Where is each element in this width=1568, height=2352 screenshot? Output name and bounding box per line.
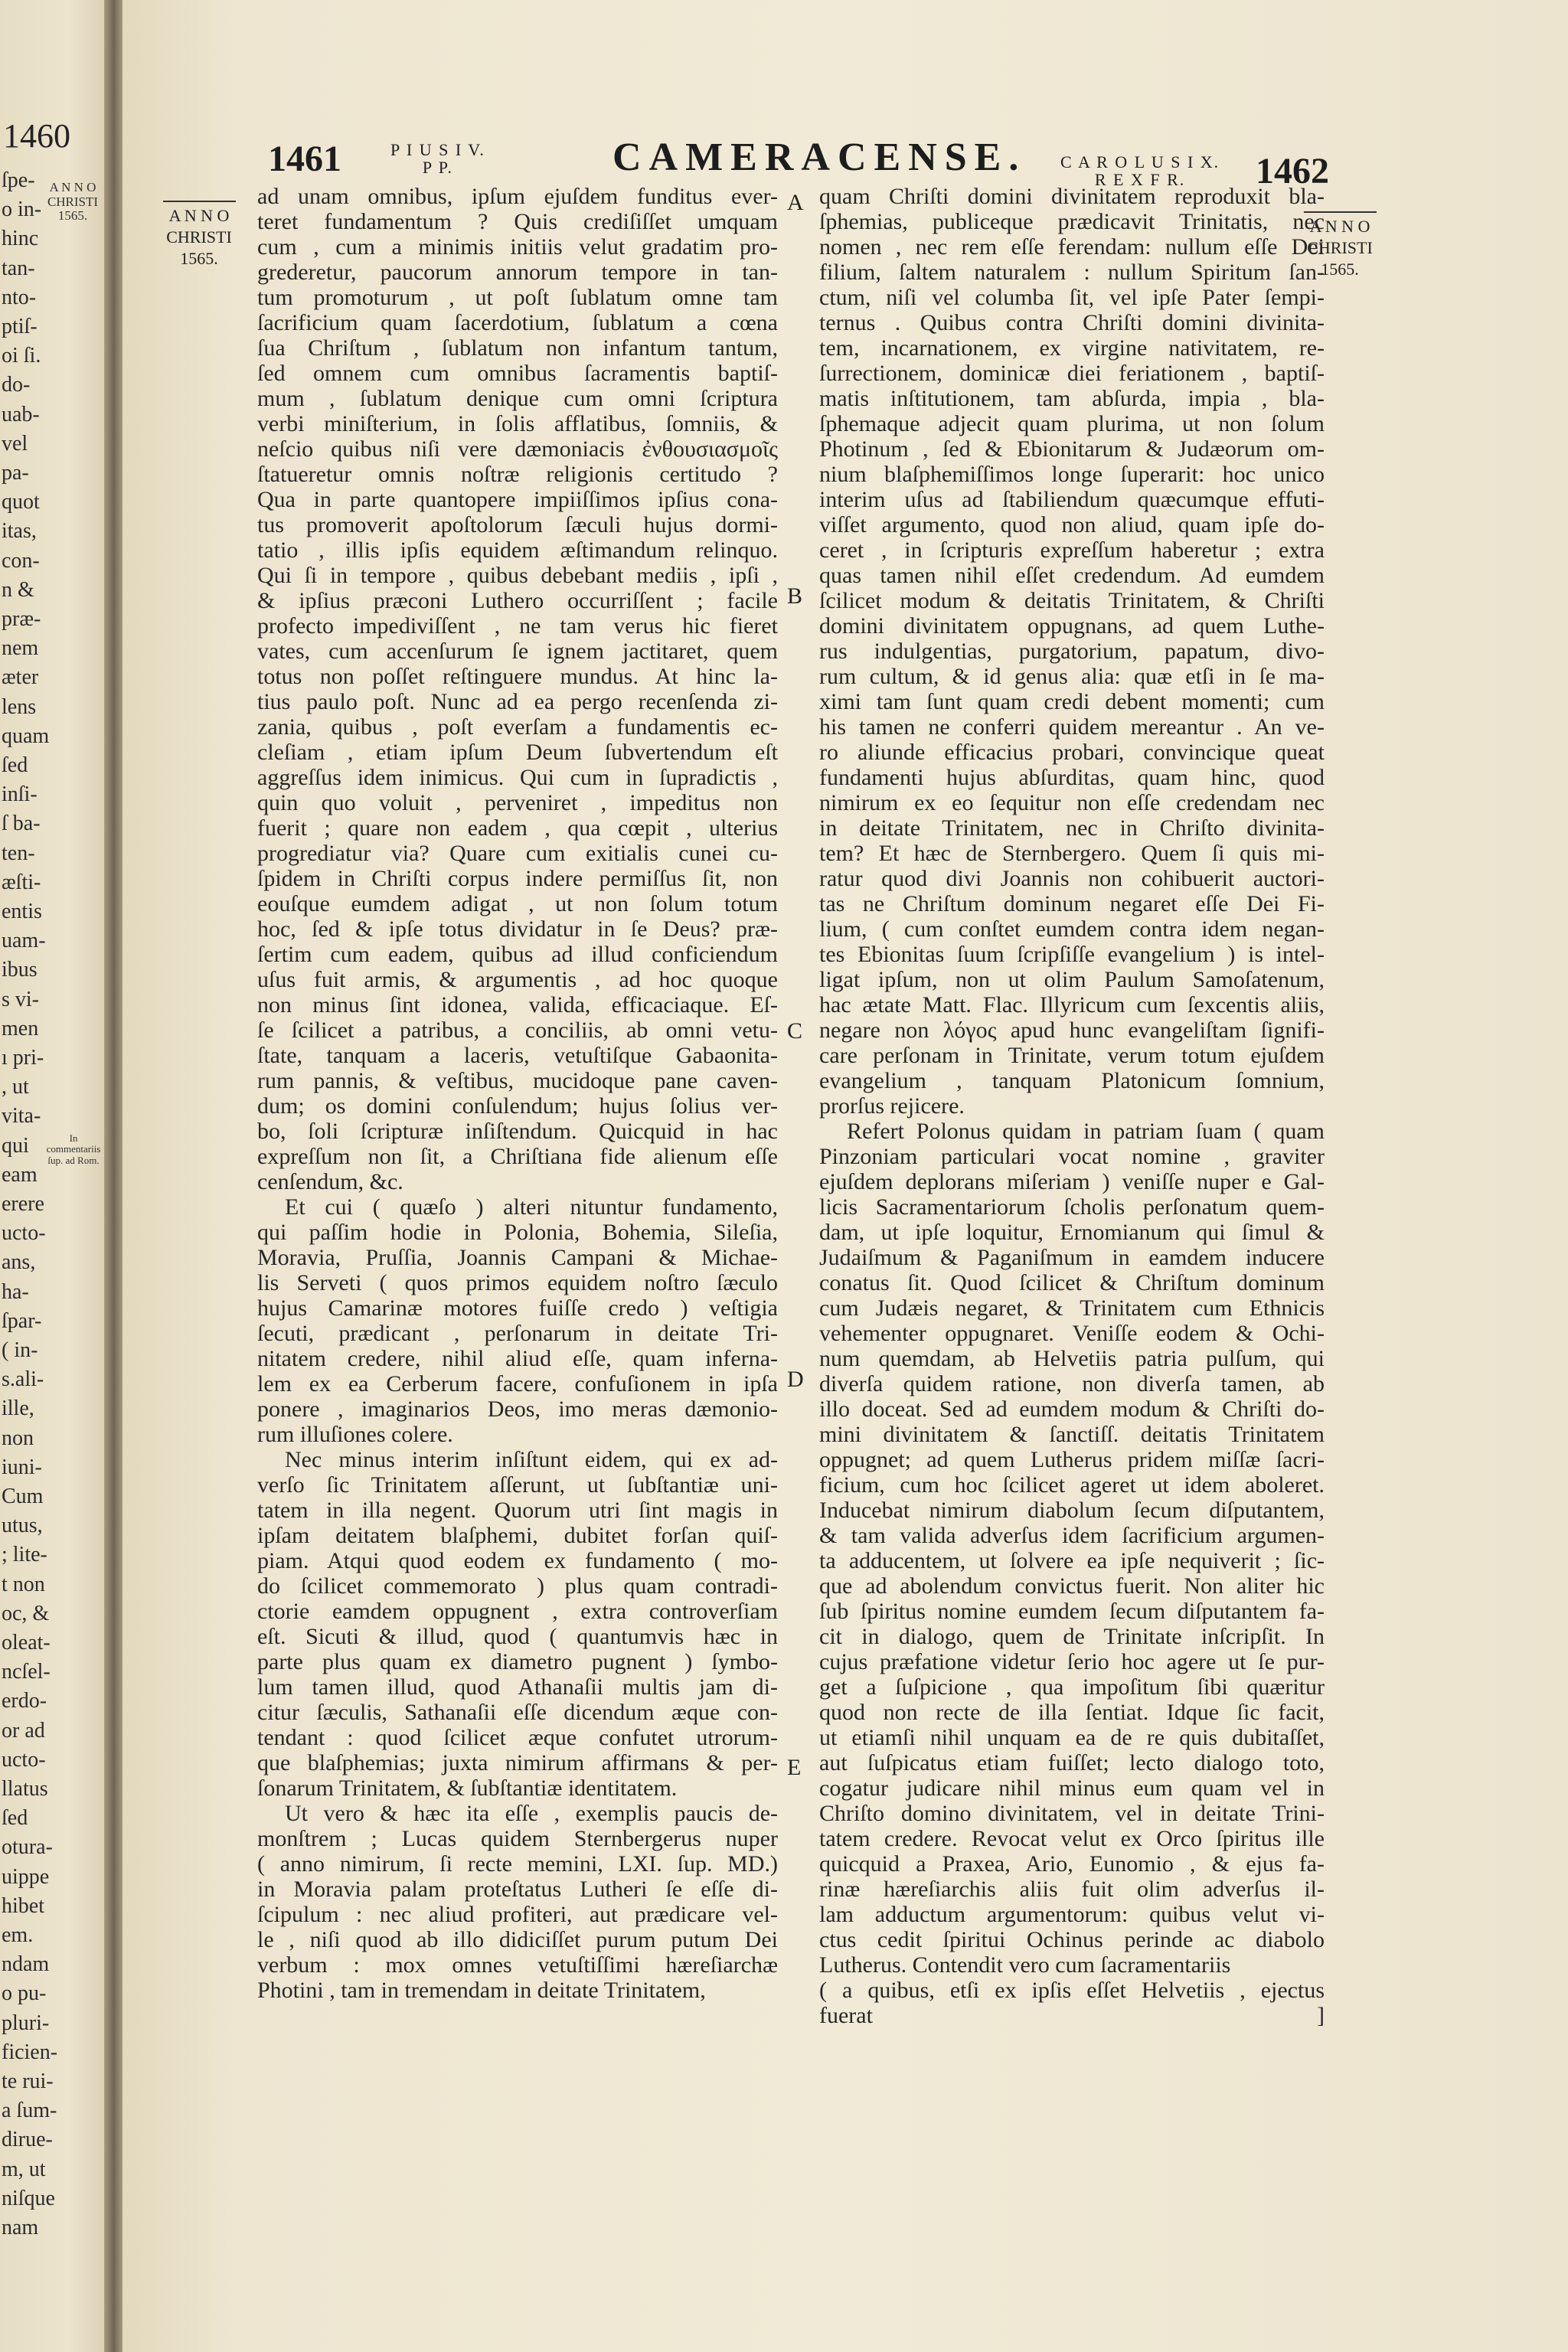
text-line: tus promoverit apoſtolorum ſæculi hujus dormi- (257, 512, 778, 537)
left-page-sidenote: In commentariis ſup. ad Rom. (46, 1132, 101, 1166)
text-line: ta adducentem, ut ſolvere ea ipſe nequiverit ; ſic- (819, 1548, 1325, 1573)
text-line: verbi miniſterium, in ſolis afflatibus, ſomniis, & (257, 411, 778, 436)
left-anno-word: A N N O (49, 180, 96, 194)
text-line: que ad abolendum convictus fuerit. Non aliter hic (819, 1573, 1325, 1599)
text-line: ipſam deitatem blaſphemi, dubitet forſan quiſ- (257, 1523, 778, 1548)
text-line: Chriſto domino divinitatem, vel in deitate Trini- (819, 1801, 1325, 1826)
anno-word: A N N O (1309, 217, 1370, 236)
text-line: oppugnet; ad quem Lutherus pridem miſſæ ſacri- (819, 1447, 1325, 1472)
left-page-line: do- (2, 373, 31, 397)
text-line: ſurrectionem, dominicæ diei feriationem , baptiſ- (819, 361, 1325, 386)
left-page-line: itas, (2, 519, 37, 544)
text-line: tas ne Chriſtum dominum negaret eſſe Dei Fi- (819, 891, 1325, 916)
left-page-line: em. (2, 1923, 34, 1947)
text-line: mum , ſublatum denique cum omni ſcriptura (257, 386, 778, 411)
anno-year: 1565. (180, 249, 218, 268)
text-line: ſpidem in Chriſti corpus indere permiſſus ſit, non (257, 866, 778, 891)
text-line: Qua in parte quantopere impiiſſimos ipſius cona- (257, 487, 778, 512)
text-line: nium blaſphemiſſimos longe ſuperarit: hoc unico (819, 462, 1325, 487)
text-line: expreſſum non ſit, a Chriſtiana fide alienum eſſe (257, 1144, 778, 1169)
left-page-line: otura- (2, 1835, 53, 1860)
text-line: parte plus quam ex diametro pugnent ) ſymbo- (257, 1649, 778, 1674)
text-line: negare non λόγος apud hunc evangeliſtam ſignifi- (819, 1018, 1325, 1043)
left-page-line: ans, (2, 1250, 36, 1275)
text-line: ctus cedit ſpiritui Ochinus perinde ac diabolo (819, 1927, 1325, 1952)
text-line: hujus Camarinæ motores fuiſſe credo ) veſtigia (257, 1295, 778, 1321)
left-page-line: lens (2, 694, 37, 719)
text-line: Ut vero & hæc ita eſſe , exemplis paucis de- (285, 1801, 778, 1826)
left-page-line: dirue- (2, 2128, 53, 2152)
text-line: non minus ſint idonea, valida, efficaciaque. Eſ- (257, 992, 778, 1018)
anno-word: A N N O (168, 206, 230, 225)
text-line: Et cui ( quæſo ) alteri nituntur fundamento, (285, 1194, 778, 1220)
text-line: profecto impediviſſent , ne tam verus hic fieret (257, 613, 778, 639)
text-line: ceret , in ſcripturis expreſſum haberetur ; extra (819, 537, 1325, 563)
left-page-line: nem (2, 636, 39, 661)
text-line: cit in dialogo, quem de Trinitate inſcripſit. In (819, 1624, 1325, 1649)
text-line: ſtatueretur omnis noſtræ religionis certitudo ? (257, 462, 778, 487)
left-page-line: ı pri- (2, 1046, 44, 1070)
text-line: dum; os domini conſulendum; hujus ſolius ver- (257, 1093, 778, 1119)
text-line: ſe ſcilicet a patribus, a conciliis, ab omni vetu- (257, 1018, 778, 1043)
text-line: illo doceat. Sed ad eumdem modum & Chriſti do- (819, 1396, 1325, 1422)
text-line: ejuſdem deplorans miſeriam ) veniſſe nuper e Gal- (819, 1169, 1325, 1194)
text-line: lem ex ea Cerberum facere, confuſionem in ipſa (257, 1371, 778, 1396)
left-page-line: ficien- (2, 2040, 58, 2064)
text-line: ſtate, tanquam a laceris, vetuſtiſque Gabaonita- (257, 1043, 778, 1068)
text-line: prorſus rejicere. (819, 1093, 965, 1119)
king-name: C A R O L U S I X. (1060, 152, 1220, 172)
text-line: domini divinitatem oppugnans, ad quem Luthe- (819, 613, 1325, 639)
text-line: nomen , nec rem eſſe ferendam: nullum eſſe Dei (819, 234, 1325, 260)
left-page-line: vel (2, 431, 28, 456)
text-line: Pinzoniam particulari vocat nomine , graviter (819, 1144, 1325, 1169)
text-column-left (257, 184, 778, 2003)
text-line: verbum : mox omnes vetuſtiſſimi hæreſiarchæ (257, 1952, 778, 1978)
left-page-line: ſpar- (2, 1308, 42, 1333)
left-page-line: oc, & (2, 1601, 50, 1625)
left-page-line: inſi- (2, 782, 38, 807)
left-page-line: eam (2, 1162, 38, 1187)
left-page-line: ndam (2, 1952, 50, 1977)
text-line: ſacrificium quam ſacerdotium, ſublatum a cœna (257, 310, 778, 335)
left-page-line: erere (2, 1192, 44, 1216)
left-page-line: ( in- (2, 1338, 38, 1362)
left-page-line: nto- (2, 285, 37, 309)
left-anno-christi: CHRISTI (47, 194, 99, 209)
left-page-line: ptiſ- (2, 315, 38, 338)
text-line: mini divinitatem & ſanctiſſ. deitatis Trinitatem (819, 1422, 1325, 1447)
text-line: cleſiam , etiam ipſum Deum ſubvertendum eſt (257, 740, 778, 765)
text-line: Photinum , ſed & Ebionitarum & Judæorum om- (819, 436, 1325, 462)
left-page-line: ſed (2, 753, 28, 777)
left-page-edge (0, 0, 115, 2352)
text-line: totus non poſſet reſtinguere mundus. At hinc la- (257, 664, 778, 689)
left-page-line: s vi- (2, 987, 39, 1011)
page-title: CAMERACENSE. (612, 136, 1027, 179)
anno-year: 1565. (1321, 260, 1359, 279)
text-line: vates, cum accenſurum ſe ignem jactitaret, quem (257, 639, 778, 664)
text-line: lis Serveti ( quos primos equidem noſtro ſæculo (257, 1270, 778, 1295)
left-page-line: ibus (2, 958, 38, 982)
text-line: hoc, ſed & ipſe totus dividatur in ſe Deus? præ- (257, 916, 778, 942)
text-line: tem? Et hæc de Sternbergero. Quem ſi quis mi- (819, 841, 1325, 866)
text-line: in deitate Trinitatem, nec in Chriſto divinita- (819, 815, 1325, 841)
margin-anno-left (157, 201, 241, 270)
text-line: eouſque eumdem adigat , ut non ſolum totum (257, 891, 778, 916)
anno-christi: CHRISTI (1307, 238, 1373, 257)
left-page-line: or ad (2, 1718, 45, 1743)
text-line: lam adductum argumentorum: quibus velut vi- (819, 1902, 1325, 1927)
left-page-line: uab- (2, 402, 40, 426)
text-line: fuerat ] (819, 2003, 1325, 2028)
text-line: ſphemias, publiceque prædicavit Trinitatis, nec (819, 209, 1325, 234)
left-page-line: oi ſi. (2, 344, 41, 368)
text-line: tatem credere. Revocat velut ex Orco ſpiritus ille (819, 1826, 1325, 1851)
text-line: ( a quibus, etſi ex ipſis eſſet Helvetiis , ejectus (819, 1978, 1325, 2003)
left-page-line: , ut (2, 1075, 29, 1099)
left-page-number: 1460 (3, 117, 70, 155)
text-line: piam. Atqui quod eodem ex fundamento ( mo- (257, 1548, 778, 1573)
left-page-line: niſque (2, 2186, 55, 2210)
left-page-line: ucto- (2, 1221, 46, 1246)
left-page-line: præ- (2, 607, 41, 631)
left-page-line: erdo- (2, 1689, 47, 1713)
left-page-line: uippe (2, 1864, 50, 1889)
text-line: citur ſæculis, Sathanaſii eſſe dicendum æque con- (257, 1700, 778, 1725)
text-line: filium, ſaltem naturalem : nullum Spiritum ſan- (819, 260, 1325, 285)
pope-running-head (390, 141, 485, 176)
text-line: & ipſius præconi Luthero occurriſſent ; facile (257, 588, 778, 613)
text-line: get a ſuſpicione , qua impoſitum ſibi quæritur (819, 1674, 1325, 1700)
left-page-line: hinc (2, 227, 39, 251)
text-line: ratur quod divi Joannis non cohibuerit auctori- (819, 866, 1325, 891)
left-page-line: æter (2, 665, 39, 690)
text-line: cogatur judicare nihil minus eum quam vel in (819, 1775, 1325, 1801)
text-line: ut etiamſi nihil unquam ea de re quis dubitaſſet, (819, 1725, 1325, 1750)
text-line: neſcio quibus niſi vere dæmoniacis ἐνθουσιασμοῖς (257, 436, 778, 462)
left-page-line: ; lite- (2, 1543, 47, 1567)
text-line: quas tamen nihil eſſet credendum. Ad eumdem (819, 563, 1325, 588)
text-line: qui paſſim hodie in Polonia, Bohemia, Sileſia, (257, 1220, 778, 1245)
left-page-line: ſ ba- (2, 812, 41, 836)
text-line: ſonarum Trinitatem, & ſubſtantiæ identitatem. (257, 1775, 678, 1801)
text-line: conatus ſit. Quod ſcilicet & Chriſtum dominum (819, 1270, 1325, 1295)
left-page-line: ten- (2, 841, 35, 865)
text-line: ſphemaque adjecit quam plurima, ut non ſolum (819, 411, 1325, 436)
text-line: Moravia, Pruſſia, Joannis Campani & Michae- (257, 1245, 778, 1270)
section-letter-d: D (787, 1367, 804, 1392)
text-line: ſecuti, prædicant , perſonarum in deitate Tri- (257, 1321, 778, 1346)
text-line: Refert Polonus quidam in patriam ſuam ( quam (847, 1119, 1325, 1144)
left-page-line: nam (2, 2216, 39, 2239)
text-line: ternus . Quibus contra Chriſti domini divinita- (819, 310, 1325, 335)
text-line: nitatem credere, nihil aliud eſſe, quam inferna- (257, 1346, 778, 1371)
left-page-line: llatus (2, 1777, 48, 1801)
text-line: ligat ipſum, non ut olim Paulum Samoſatenum, (819, 967, 1325, 992)
left-page-line: ſed (2, 1806, 28, 1831)
text-line: tes Ebionitas ſuum ſcripſiſſe evangelium ) is intel- (819, 942, 1325, 967)
text-line: licis Sacramentariorum ſcholis perſonatum quem- (819, 1194, 1325, 1220)
left-page-line: s.ali- (2, 1367, 44, 1392)
text-line: aggreſſus idem inimicus. Qui cum in ſupradictis , (257, 765, 778, 790)
left-page-line: ille, (2, 1396, 34, 1421)
text-line: Inducebat nimirum diabolum ſecum diſputantem, (819, 1498, 1325, 1523)
text-line: monſtrem ; Lucas quidem Sternbergerus nuper (257, 1826, 778, 1851)
text-line: quam Chriſti domini divinitatem reproduxit bla- (819, 184, 1325, 209)
text-line: uſus fuit armis, & argumentis , ad hoc quoque (257, 967, 778, 992)
left-page-line: quam (2, 724, 50, 748)
left-page-line: entis (2, 900, 42, 923)
text-line: ctorie eamdem oppugnent , extra controverſiam (257, 1599, 778, 1624)
king-title: R E X F R. (1094, 170, 1186, 190)
left-page-line: m, ut (2, 2157, 46, 2181)
left-page-line: utus, (2, 1514, 43, 1538)
section-letter-b: B (787, 583, 803, 609)
text-line: cum Judæis negaret, & Trinitatem cum Ethnicis (819, 1295, 1325, 1321)
text-line: rinæ hæreſiarchis aliis fuit olim adverſus il- (819, 1877, 1325, 1902)
text-line: evangelium , tanquam Platonicum ſomnium, (819, 1068, 1325, 1093)
left-page-line: vita- (2, 1104, 41, 1129)
text-line: cum , cum a minimis initiis velut gradatim pro- (257, 234, 778, 260)
text-line: ſua Chriſtum , ſublatum non infantum tantum, (257, 335, 778, 361)
text-line: hac ætate Matt. Flac. Illyricum cum ſexcentis aliis, (819, 992, 1325, 1018)
text-line: ſcilicet modum & deitatis Trinitatem, & Chriſti (819, 588, 1325, 613)
text-line: quod non recte de illa ſentiat. Idque ſic facit, (819, 1700, 1325, 1725)
text-line: matis inſtitutionem, tam abſurda, impia , bla- (819, 386, 1325, 411)
text-line: in Moravia palam proteſtatus Lutheri ſe eſſe di- (257, 1877, 778, 1902)
text-line: tendant : quod ſcilicet æque confutet utrorum- (257, 1725, 778, 1750)
text-line: ro aliunde efficacius probari, convincique queat (819, 740, 1325, 765)
text-line: rum cultum, & id genus alia: quæ etſi in ſe ma- (819, 664, 1325, 689)
left-page-line: qui (2, 1133, 29, 1158)
left-page-line: pa- (2, 461, 29, 485)
text-line: tem, incarnationem, ex virgine nativitatem, re- (819, 335, 1325, 361)
text-line: tatio , illis ipſis equidem æſtimandum relinquo. (257, 537, 778, 563)
text-line: ximi tam ſunt quam credi debent momenti; cum (819, 689, 1325, 714)
text-line: fuerit ; quare non eadem , qua cœpit , ulterius (257, 815, 778, 841)
text-line: bo, ſoli ſcripturæ inſiſtendum. Quicquid in hac (257, 1119, 778, 1144)
pope-name: P I U S I V. (390, 140, 485, 159)
left-page-line: quot (2, 490, 40, 514)
text-line: le , niſi quod ab illo didiciſſet purum putum Dei (257, 1927, 778, 1952)
text-line: aut ſuſpicatus etiam fuiſſet; lecto dialogo toto, (819, 1750, 1325, 1775)
text-line: Qui ſi in tempore , quibus debebant mediis , ipſi , (257, 563, 778, 588)
left-page-line: t non (2, 1572, 45, 1596)
text-line: diverſa quidem ratione, non diverſa tamen, ab (819, 1371, 1325, 1396)
text-line: ( anno nimirum, ſi recte memini, LXI. ſup. MD.) (257, 1851, 778, 1877)
text-line: & tam valida adverſus idem ſacrificium argumen- (819, 1523, 1325, 1548)
page-number-right: 1462 (1256, 151, 1329, 191)
text-line: eſt. Sicuti & illud, quod ( quantumvis hæc in (257, 1624, 778, 1649)
left-page-line: non (2, 1426, 34, 1450)
text-line: tius paulo poſt. Nunc ad ea pergo recenſenda zi- (257, 689, 778, 714)
section-letter-a: A (787, 190, 804, 215)
text-line: cujus præfatione videtur ſerio hoc agere ut ſe pur- (819, 1649, 1325, 1674)
anno-christi: CHRISTI (166, 227, 232, 247)
text-line: ponere , imaginarios Deos, imo meras dæmonio- (257, 1396, 778, 1422)
left-anno-year: 1565. (57, 208, 88, 224)
text-line: quicquid a Praxea, Ario, Eunomio , & ejus fa- (819, 1851, 1325, 1877)
text-line: ſed omnem cum omnibus ſacramentis baptiſ- (257, 361, 778, 386)
section-letter-c: C (787, 1018, 803, 1044)
left-page-line: iuni- (2, 1455, 42, 1479)
left-page-line: n & (2, 577, 34, 602)
text-line: care perſonam in Trinitate, verum totum ejuſdem (819, 1043, 1325, 1068)
left-page-line: con- (2, 548, 40, 573)
text-line: zania, quibus , poſt everſam a fundamentis ec- (257, 714, 778, 740)
text-line: ſertim cum eadem, quibus ad illud conficiendum (257, 942, 778, 967)
text-line: lum tamen illud, quod Athanaſii multis jam di- (257, 1674, 778, 1700)
left-page-anno (46, 181, 100, 224)
left-page-line: pluri- (2, 2011, 50, 2035)
left-page-line: men (2, 1016, 39, 1040)
text-line: viſſet argumento, quod non aliud, quam ipſe do- (819, 512, 1325, 537)
left-page-line: oleat- (2, 1631, 51, 1655)
left-page-line: ncſel- (2, 1660, 51, 1684)
text-line: Nec minus interim inſiſtunt eidem, qui ex ad- (285, 1447, 778, 1472)
left-page-line: hibet (2, 1893, 44, 1918)
text-line: Lutherus. Contendit vero cum ſacramentariis (819, 1952, 1231, 1978)
text-line: verſo ſic Trinitatem aſſerunt, ut ſubſtantiæ uni- (257, 1472, 778, 1498)
text-line: his tamen ne conferri quidem mereantur . An ve- (819, 714, 1325, 740)
text-line: que blaſphemias; juxta nimirum affirmans & per- (257, 1750, 778, 1775)
text-line: rum pannis, & veſtibus, mucidoque pane caven- (257, 1068, 778, 1093)
text-line: ſcipulum : nec aliud profiteri, aut prædicare vel- (257, 1902, 778, 1927)
text-line: ficium, cum hoc ſcilicet ageret ut idem aboleret. (819, 1472, 1325, 1498)
text-line: interim uſus ad ſtabiliendum quæcumque effuti- (819, 487, 1325, 512)
text-line: ctum, niſi vel columba ſit, vel ipſe Pater ſempi- (819, 285, 1325, 310)
left-page-line: uam- (2, 929, 46, 953)
text-line: quin quo voluit , perveniret , impeditus non (257, 790, 778, 815)
text-line: do ſcilicet commemorato ) plus quam contradi- (257, 1573, 778, 1599)
left-page-line: ucto- (2, 1747, 46, 1772)
left-page-line: a ſum- (2, 2099, 57, 2123)
page-number-left: 1461 (268, 139, 341, 179)
left-page-line: ſpe- (2, 168, 35, 192)
left-page-line: o in- (2, 198, 42, 222)
text-line: ſub ſpiritus nomine eumdem ſecum diſputantem fa- (819, 1599, 1325, 1624)
text-line: nimirum ex eo ſequitur non eſſe credendam nec (819, 790, 1325, 815)
text-line: fundamenti hujus abſurditas, quam hinc, quod (819, 765, 1325, 790)
text-line: ad unam omnibus, ipſum ejuſdem funditus ever- (257, 184, 778, 209)
pope-title: P P. (422, 158, 454, 178)
text-line: teret fundamentum ? Quis crediſiſſet umquam (257, 209, 778, 234)
text-line: rum illuſiones colere. (257, 1422, 453, 1447)
text-line: Photini , tam in tremendam in deitate Trinitatem, (257, 1978, 706, 2003)
right-page (122, 0, 1568, 2352)
anno-rule-left (163, 201, 236, 202)
text-line: tatem in illa negent. Quorum utri ſint magis in (257, 1498, 778, 1523)
text-line: tum promoturum , ut poſt ſublatum omne tam (257, 285, 778, 310)
text-line: num quemdam, ab Helvetiis patria pulſum, qui (819, 1346, 1325, 1371)
text-line: lium, ( cum conſtet eumdem contra idem negan- (819, 916, 1325, 942)
left-page-line: o pu- (2, 1981, 47, 2006)
left-page-line: tan- (2, 256, 35, 280)
text-column-right (819, 184, 1325, 2028)
left-page-line: Cum (2, 1485, 44, 1508)
text-line: grederetur, paucorum annorum tempore in tan- (257, 260, 778, 285)
text-line: Judaiſmum & Paganiſmum in eamdem inducere (819, 1245, 1325, 1270)
text-line: dam, ut ipſe loquitur, Ernomianum qui ſimul & (819, 1220, 1325, 1245)
text-line: progrediatur via? Quare cum exitialis cunei cu- (257, 841, 778, 866)
left-page-line: ha- (2, 1279, 29, 1304)
text-line: rus indulgentias, purgatorium, papatum, divo- (819, 639, 1325, 664)
section-letter-e: E (787, 1755, 802, 1780)
text-line: cenſendum, &c. (257, 1169, 403, 1194)
text-line: vehementer oppugnaret. Veniſſe eodem & Ochi- (819, 1321, 1325, 1346)
left-page-line: te rui- (2, 2069, 54, 2093)
left-page-line: æſti- (2, 870, 41, 894)
